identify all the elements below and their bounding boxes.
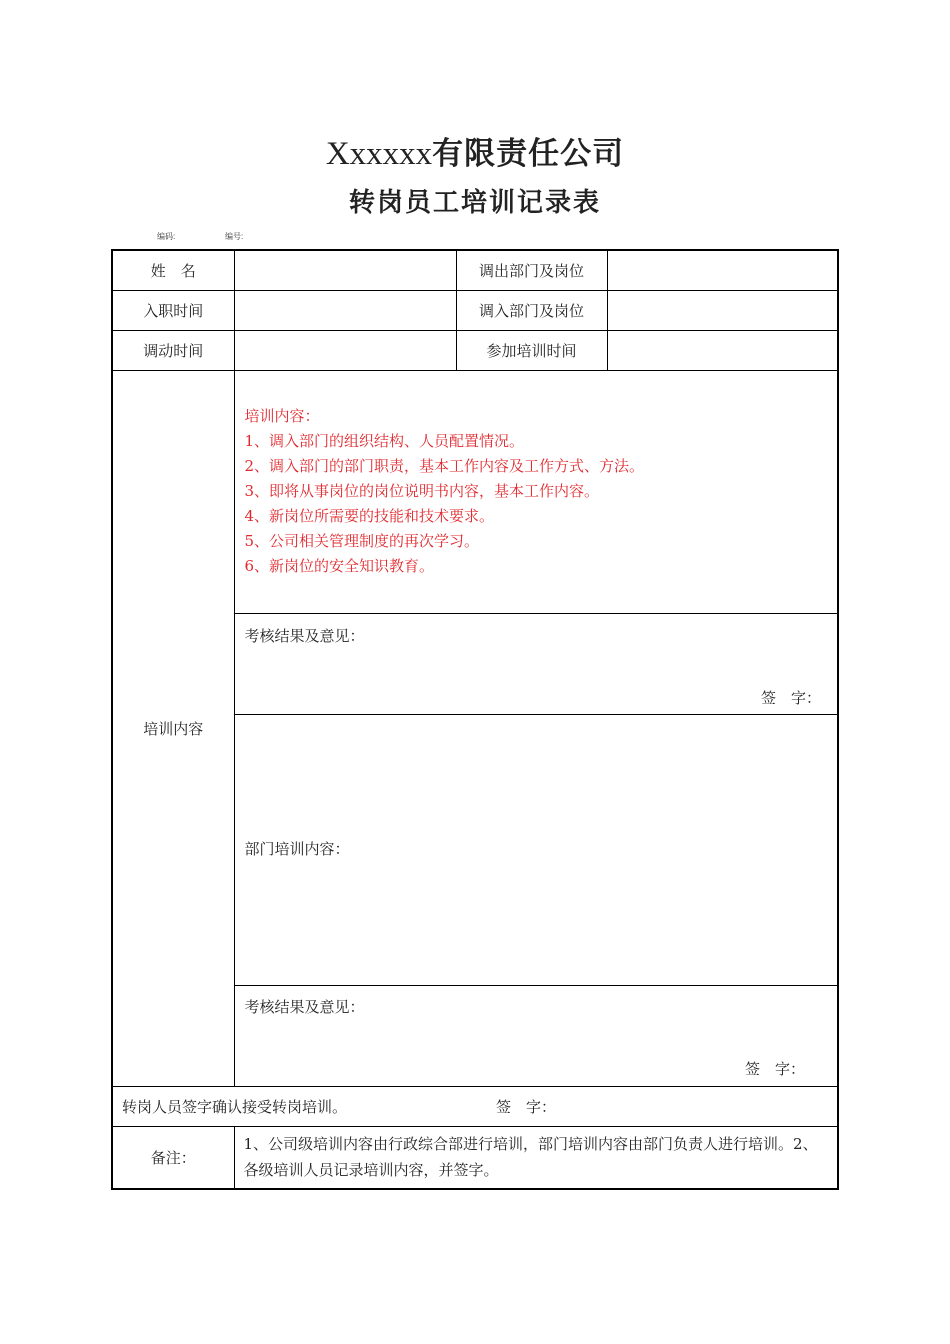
- transfer-date-label: 调动时间: [112, 330, 234, 370]
- signature-label-2: 签 字：: [744, 1059, 805, 1078]
- hire-date-label: 入职时间: [112, 290, 234, 330]
- company-name-en: Xxxxxx: [325, 136, 433, 172]
- number-label: 编号:: [225, 232, 244, 241]
- training-item: 1、调入部门的组织结构、人员配置情况。: [244, 432, 525, 450]
- transfer-date-field[interactable]: [234, 330, 456, 370]
- name-field[interactable]: [234, 250, 456, 290]
- confirm-row[interactable]: [112, 1086, 838, 1126]
- dept-training-block[interactable]: [234, 714, 838, 985]
- training-item: 5、公司相关管理制度的再次学习。: [244, 532, 480, 550]
- in-dept-field[interactable]: [607, 290, 838, 330]
- training-item: 3、即将从事岗位的岗位说明书内容，基本工作内容。: [244, 482, 600, 500]
- company-title: [0, 128, 950, 173]
- dept-training-heading: 部门培训内容：: [244, 840, 350, 858]
- training-item: 4、新岗位所需要的技能和技术要求。: [244, 507, 495, 525]
- confirm-text: 转岗人员签字确认接受转岗培训。: [122, 1097, 348, 1116]
- remarks-content: 1、公司级培训内容由行政综合部进行培训，部门培训内容由部门负责人进行培训。2、各级培训人员记录培训内容，并签字。: [243, 1135, 818, 1180]
- training-item: 2、调入部门的部门职责，基本工作内容及工作方式、方法。: [244, 457, 645, 475]
- assessment-label-1: 考核结果及意见：: [244, 626, 365, 645]
- confirm-signature-label: 签 字：: [496, 1097, 557, 1116]
- training-record-table: [111, 249, 839, 1190]
- hire-date-field[interactable]: [234, 290, 456, 330]
- in-dept-label: 调入部门及岗位: [456, 290, 607, 330]
- assessment-label-2: 考核结果及意见：: [244, 997, 365, 1016]
- training-time-field[interactable]: [607, 330, 838, 370]
- company-name-cn: 有限责任公司: [432, 136, 625, 172]
- assessment-block-2[interactable]: [234, 985, 838, 1086]
- assessment-block-1[interactable]: [234, 613, 838, 714]
- remarks-label: 备注：: [112, 1126, 234, 1189]
- signature-label-1: 签 字：: [760, 688, 821, 707]
- training-item: 6、新岗位的安全知识教育。: [244, 557, 435, 575]
- code-label: 编码:: [157, 232, 176, 241]
- remarks-text: [234, 1126, 838, 1189]
- form-title: 转岗员工培训记录表: [348, 188, 601, 218]
- training-time-label: 参加培训时间: [456, 330, 607, 370]
- training-heading: 培训内容：: [244, 407, 320, 425]
- company-training-block: [234, 370, 838, 613]
- training-content-label: 培训内容: [112, 370, 234, 1086]
- name-label: 姓 名: [112, 250, 234, 290]
- out-dept-label: 调出部门及岗位: [456, 250, 607, 290]
- out-dept-field[interactable]: [607, 250, 838, 290]
